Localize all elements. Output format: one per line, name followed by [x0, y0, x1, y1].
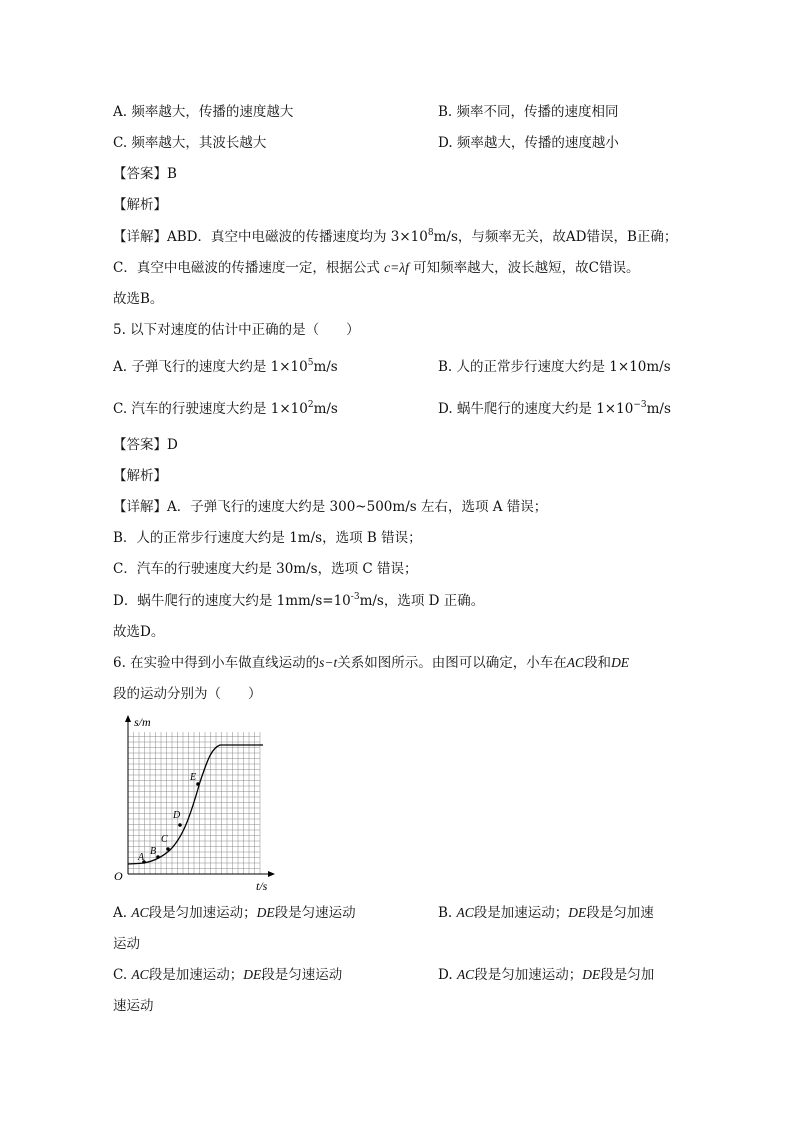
q4-option-d: D. 频率越大，传播的速度越小: [438, 135, 619, 151]
q6-stem-line-1: 6. 在实验中得到小车做直线运动的s−t关系如图所示。由图可以确定，小车在AC段和DE: [113, 655, 630, 671]
point-d: [178, 823, 182, 827]
q4-analysis-heading: 【解析】: [113, 197, 167, 213]
q4-option-b: B. 频率不同，传播的速度相同: [438, 104, 619, 120]
q5-analysis-heading: 【解析】: [113, 468, 167, 484]
q4-answer: 【答案】B: [113, 166, 177, 182]
st-curve: [128, 745, 263, 864]
q5-detail-3: C．汽车的行驶速度大约是 30m/s，选项 C 错误；: [113, 561, 418, 577]
q6-option-a: A. AC段是匀加速运动；DE段是匀速运动: [113, 905, 356, 921]
q5-option-c: C. 汽车的行驶速度大约是 $1\times 10^2m/s$: [113, 400, 338, 417]
q6-stem-line-2: 段的运动分别为（ ）: [113, 686, 262, 702]
origin-label: O: [114, 869, 123, 883]
label-b: B: [150, 846, 157, 857]
q6-option-d-wrap: 速运动: [113, 998, 154, 1014]
formula: c=λf: [384, 260, 409, 275]
q4-conclusion: 故选B。: [113, 291, 164, 307]
label-c: C: [161, 834, 168, 845]
x-axis-arrow: [268, 871, 275, 877]
q5-conclusion: 故选D。: [113, 624, 165, 640]
q6-option-c: C. AC段是加速运动；DE段是匀速运动: [113, 967, 343, 983]
point-e: [196, 782, 200, 786]
point-c: [166, 847, 170, 851]
x-axis-label: t/s: [256, 879, 268, 893]
q5-option-b: B. 人的正常步行速度大约是 1×10m/s: [438, 359, 671, 375]
label-a: A: [138, 852, 145, 863]
q5-detail-1: 【详解】A．子弹飞行的速度大约是 300~500m/s 左右，选项 A 错误；: [113, 499, 548, 515]
q4-detail-1: 【详解】ABD．真空中电磁波的传播速度均为 $3\times 10^8m/s$，与频率无关，故AD错误，B正确；: [113, 228, 678, 245]
q4-option-a: A. 频率越大，传播的速度越大: [113, 104, 294, 120]
q6-option-b: B. AC段是加速运动；DE段是匀加速: [438, 905, 654, 921]
label-d: D: [173, 810, 181, 821]
st-graph: [108, 712, 278, 897]
y-axis-arrow: [125, 715, 131, 722]
y-axis-label: s/m: [134, 715, 151, 729]
q4-option-c: C. 频率越大，其波长越大: [113, 135, 267, 151]
q6-option-b-wrap: 运动: [113, 936, 140, 952]
label-e: E: [190, 772, 197, 783]
q5-stem: 5. 以下对速度的估计中正确的是（ ）: [113, 322, 360, 338]
point-b: [156, 855, 160, 859]
q5-option-d: D. 蜗牛爬行的速度大约是 $1\times 10^{-3}m/s$: [438, 400, 671, 417]
q5-option-a: A. 子弹飞行的速度大约是 $1\times 10^5m/s$: [113, 358, 338, 375]
q5-answer: 【答案】D: [113, 437, 178, 453]
q4-detail-2: C．真空中电磁波的传播速度一定，根据公式 c=λf 可知频率越大，波长越短，故C错误。: [113, 260, 640, 276]
q6-option-d: D. AC段是匀加速运动；DE段是匀加: [438, 967, 655, 983]
q5-detail-4: D．蜗牛爬行的速度大约是 $1mm/s=10^{-3}m/s$，选项 D 正确。: [113, 592, 485, 609]
q5-detail-2: B．人的正常步行速度大约是 1m/s，选项 B 错误；: [113, 530, 422, 546]
